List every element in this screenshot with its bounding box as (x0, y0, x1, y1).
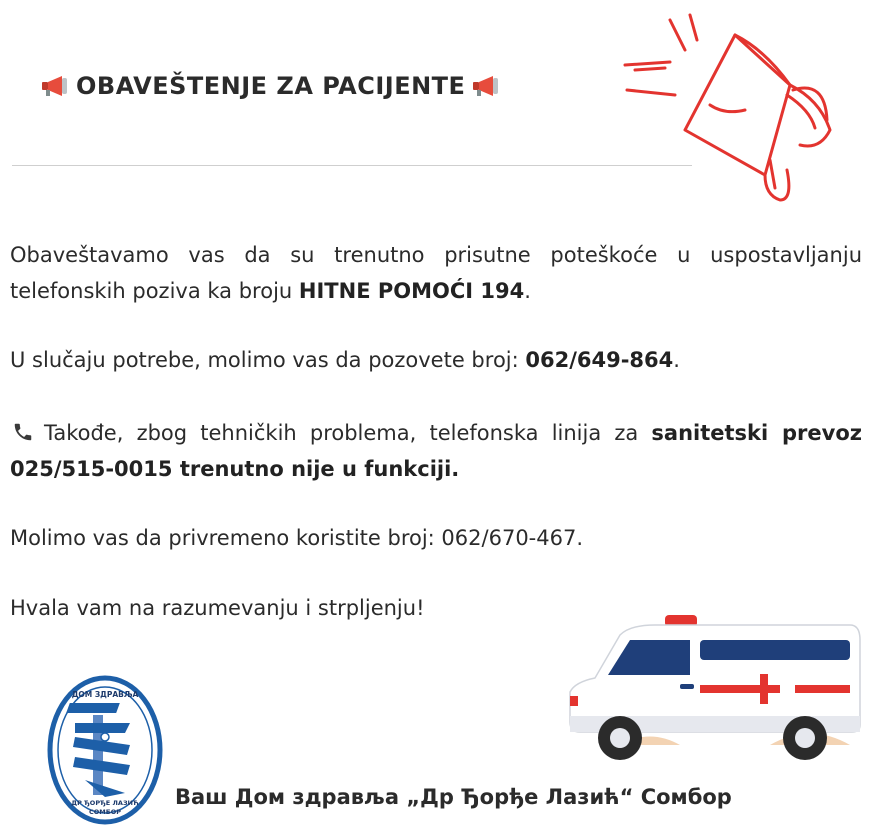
ambulance-icon (560, 610, 870, 775)
logo-top-text: ДОМ ЗДРАВЉА (71, 690, 139, 699)
megaphone-icon (40, 73, 70, 99)
p2-bold: 062/649-864 (525, 348, 674, 372)
p3-bold: sanitetski prevoz 025/515-0015 trenutno nije u funkciji. (10, 421, 862, 481)
title-text: OBAVEŠTENJE ZA PACIJENTE (76, 72, 466, 100)
megaphone-icon (615, 10, 875, 210)
notice-paragraph-1 (10, 237, 862, 309)
page-title (34, 72, 507, 100)
notice-paragraph-3 (10, 415, 862, 487)
megaphone-icon (471, 73, 501, 99)
health-center-logo (45, 675, 165, 825)
notice-paragraph-2 (10, 342, 862, 378)
notice-paragraph-4: Molimo vas da privremeno koristite broj: 062/670-467. (10, 526, 584, 550)
logo-bottom-line1: ДР ЂОРЂЕ ЛАЗИЋ (71, 799, 139, 807)
p2-end: . (673, 348, 680, 372)
p1-bold: HITNE POMOĆI 194 (298, 279, 525, 303)
p1-end: . (524, 279, 531, 303)
p2-text: U slučaju potrebe, molimo vas da pozovete broj: (10, 348, 526, 372)
logo-bottom-line2: СОМБОР (88, 808, 122, 816)
p3-text: Takođe, zbog tehničkih problema, telefonska linija za (44, 421, 652, 445)
notice-paragraph-5: Hvala vam na razumevanju i strpljenju! (10, 596, 425, 620)
phone-icon (10, 421, 36, 443)
divider (12, 165, 692, 166)
footer-signature: Ваш Дом здравља „Др Ђорђе Лазић“ Сомбор (175, 785, 732, 809)
p1-text: Obaveštavamo vas da su trenutno prisutne poteškoće u uspostavljanju telefonskih poziva ka broju (10, 243, 862, 303)
